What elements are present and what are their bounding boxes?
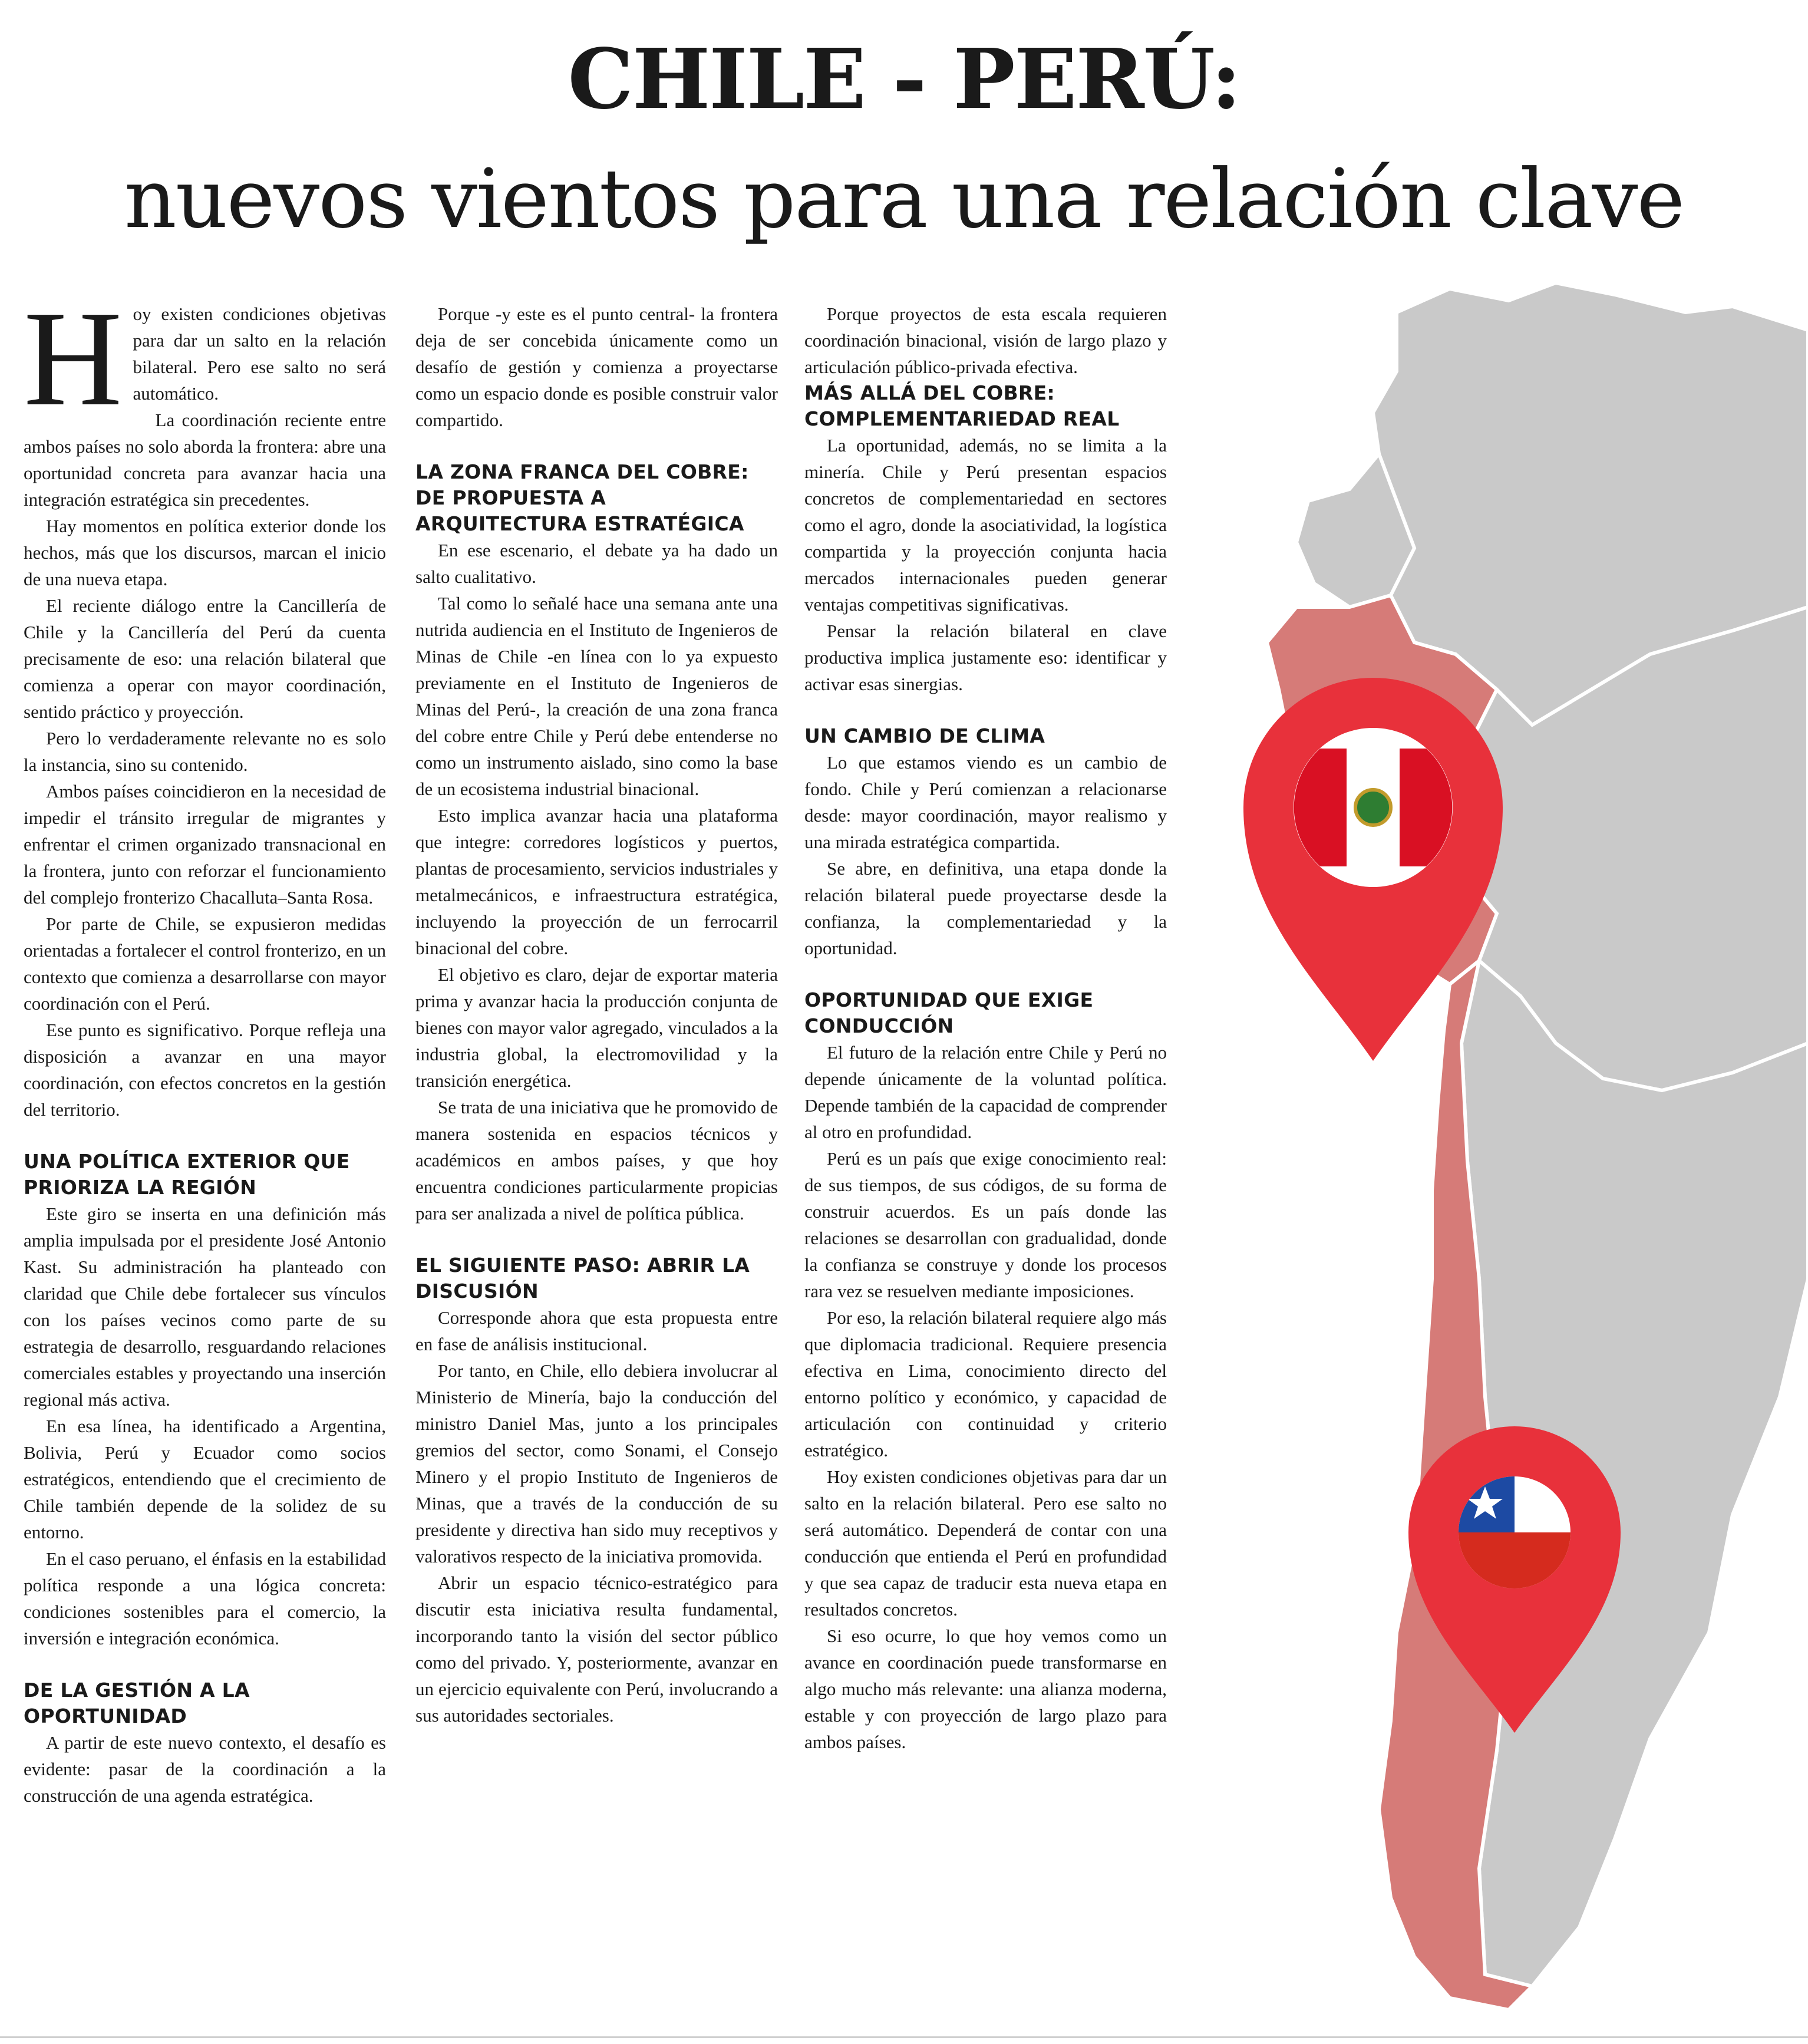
paragraph-text: oy existen condiciones objetivas para dar un salto en la relación bilateral. Pero ese salto no será automático. (133, 304, 386, 404)
paragraph: El objetivo es claro, dejar de exportar materia prima y avanzar hacia la producción conjunta de bienes con mayor valor agregado, vinculados a la industria global, la electromovilidad y la transición energética. (415, 964, 778, 1091)
south-america-map (1202, 277, 1808, 2022)
paragraph: Se trata de una iniciativa que he promovido de manera sostenida en espacios técnicos y académicos en ambos países, y que hoy encuentra condiciones particularmente propicias para ser analizada a nivel de política pública. (415, 1097, 778, 1224)
paragraph: Pensar la relación bilateral en clave productiva implica justamente eso: identificar y activar esas sinergias. (804, 621, 1167, 694)
paragraph: En ese escenario, el debate ya ha dado un salto cualitativo. (415, 540, 778, 587)
paragraph: Corresponde ahora que esta propuesta entre en fase de análisis institucional. (415, 1307, 778, 1354)
section-heading: EL SIGUIENTE PASO: ABRIR LA DISCUSIÓN (415, 1254, 750, 1303)
subheadline: nuevos vientos para una relación clave (124, 151, 1684, 246)
paragraph: Ese punto es significativo. Porque refleja una disposición a avanzar en una mayor coordinación, con efectos concretos en la gestión del territorio. (24, 1020, 386, 1120)
article-column-2 (415, 301, 778, 2010)
paragraph: La oportunidad, además, no se limita a la minería. Chile y Perú presentan espacios concretos de complementariedad en sectores como el agro, donde la asociatividad, la logística compartida y la proyección conjunta hacia mercados internacionales pueden generar ventajas competitivas significativas. (804, 435, 1167, 615)
paragraph: Porque proyectos de esta escala requieren coordinación binacional, visión de largo plazo y articulación público-privada efectiva. (804, 304, 1167, 377)
drop-cap: H (24, 301, 123, 434)
section-heading: LA ZONA FRANCA DEL COBRE: DE PROPUESTA A ARQUITECTURA ESTRATÉGICA (415, 460, 749, 535)
bottom-rule (0, 2036, 1808, 2038)
article-column-1 (24, 301, 386, 2010)
headline: CHILE - PERÚ: (568, 31, 1240, 128)
paragraph: Este giro se inserta en una definición más amplia impulsada por el presidente José Antonio Kast. Su administración ha planteado con claridad que Chile debe fortalecer sus vínculos con los países vecinos como parte de su estrategia de desarrollo, resguardando relaciones comerciales estables y proyectando una inserción regional más activa. (24, 1204, 386, 1410)
paragraph: Abrir un espacio técnico-estratégico para discutir esta iniciativa resulta fundamental, incorporando tanto la visión del sector público como del privado. Y, posteriormente, avanzar en un ejercicio equivalente con Perú, involucrando a sus autoridades sectoriales. (415, 1572, 778, 1726)
paragraph: Perú es un país que exige conocimiento real: de sus tiempos, de sus códigos, de su forma de construir acuerdos. Es un país donde las relaciones se desarrollan con gradualidad, donde la confianza se construye y donde los procesos rara vez se resuelven mediante imposiciones. (804, 1148, 1167, 1301)
section-heading: DE LA GESTIÓN A LA OPORTUNIDAD (24, 1679, 250, 1727)
paragraph: El reciente diálogo entre la Cancillería de Chile y la Cancillería del Perú da cuenta precisamente de eso: una relación bilateral que comienza a operar con mayor coordinación, sentido práctico y proyección. (24, 595, 386, 722)
paragraph: Si eso ocurre, lo que hoy vemos como un avance en coordinación puede transformarse en algo mucho más relevante: una alianza moderna, estable y con proyección de largo plazo para ambos países. (804, 1626, 1167, 1752)
peru-coat-of-arms-icon (1355, 790, 1391, 825)
paragraph: Por parte de Chile, se expusieron medidas orientadas a fortalecer el control fronterizo, en un contexto que comienza a desarrollarse con mayor coordinación con el Perú. (24, 914, 386, 1014)
paragraph (24, 301, 386, 434)
paragraph: En esa línea, ha identificado a Argentina, Bolivia, Perú y Ecuador como socios estratégicos, entendiendo que el crecimiento de Chile también depende de la solidez de su entorno. (24, 1416, 386, 1542)
paragraph: Lo que estamos viendo es un cambio de fondo. Chile y Perú comienzan a relacionarse desde: mayor coordinación, mayor realismo y una mirada estratégica compartida. (804, 752, 1167, 852)
paragraph: A partir de este nuevo contexto, el desafío es evidente: pasar de la coordinación a la construcción de una agenda estratégica. (24, 1732, 386, 1806)
section-heading: MÁS ALLÁ DEL COBRE: COMPLEMENTARIEDAD REAL (804, 381, 1120, 430)
article-column-3 (804, 301, 1167, 2010)
paragraph: La coordinación reciente entre ambos países no solo aborda la frontera: abre una oportunidad concreta para avanzar hacia una integración estratégica sin precedentes. (24, 410, 386, 510)
paragraph: Esto implica avanzar hacia una plataforma que integre: corredores logísticos y puertos, plantas de procesamiento, servicios industriales y metalmecánicos, e infraestructura estratégica, incluyendo la proyección de un ferrocarril binacional del cobre. (415, 805, 778, 958)
paragraph: Hoy existen condiciones objetivas para dar un salto en la relación bilateral. Pero ese salto no será automático. Dependerá de contar con una conducción que entienda el Perú en profundidad y que sea capaz de traducir esta nueva etapa en resultados concretos. (804, 1466, 1167, 1620)
paragraph: Se abre, en definitiva, una etapa donde la relación bilateral puede proyectarse desde la confianza, la complementariedad y la oportunidad. (804, 858, 1167, 958)
paragraph: Porque -y este es el punto central- la frontera deja de ser concebida únicamente como un desafío de gestión y comienza a proyectarse como un espacio donde es posible construir valor compartido. (415, 304, 778, 430)
paragraph: Pero lo verdaderamente relevante no es solo la instancia, sino su contenido. (24, 728, 386, 775)
section-heading: OPORTUNIDAD QUE EXIGE CONDUCCIÓN (804, 988, 1094, 1037)
section-heading: UNA POLÍTICA EXTERIOR QUE PRIORIZA LA REGIÓN (24, 1150, 350, 1199)
paragraph: Por eso, la relación bilateral requiere algo más que diplomacia tradicional. Requiere presencia efectiva en Lima, conocimiento directo del entorno político y económico, y capacidad de articulación con continuidad y criterio estratégico. (804, 1307, 1167, 1461)
paragraph: Por tanto, en Chile, ello debiera involucrar al Ministerio de Minería, bajo la conducción del ministro Daniel Mas, junto a los principales gremios del sector, como Sonami, el Consejo Minero y el propio Instituto de Ingenieros de Minas, que a través de la conducción de su presidente y directiva han sido muy receptivos y valorativos respecto de la iniciativa promovida. (415, 1360, 778, 1567)
paragraph: Tal como lo señalé hace una semana ante una nutrida audiencia en el Instituto de Ingenieros de Minas de Chile -en línea con lo ya expuesto previamente en el Instituto de Ingenieros de Minas del Perú-, la creación de una zona franca del cobre entre Chile y Perú debe entenderse no como un instrumento aislado, sino como la base de un ecosistema industrial binacional. (415, 593, 778, 799)
paragraph: Ambos países coincidieron en la necesidad de impedir el tránsito irregular de migrantes y enfrentar el crimen organizado transnacional en la frontera, junto con reforzar el funcionamiento del complejo fronterizo Chacalluta–Santa Rosa. (24, 781, 386, 908)
paragraph: Hay momentos en política exterior donde los hechos, más que los discursos, marcan el inicio de una nueva etapa. (24, 516, 386, 589)
paragraph: El futuro de la relación entre Chile y Perú no depende únicamente de la voluntad política. Depende también de la capacidad de comprender al otro en profundidad. (804, 1042, 1167, 1142)
section-heading: UN CAMBIO DE CLIMA (804, 724, 1045, 747)
paragraph: En el caso peruano, el énfasis en la estabilidad política responde a una lógica concreta: condiciones sostenibles para el comercio, la inversión e integración económica. (24, 1548, 386, 1649)
